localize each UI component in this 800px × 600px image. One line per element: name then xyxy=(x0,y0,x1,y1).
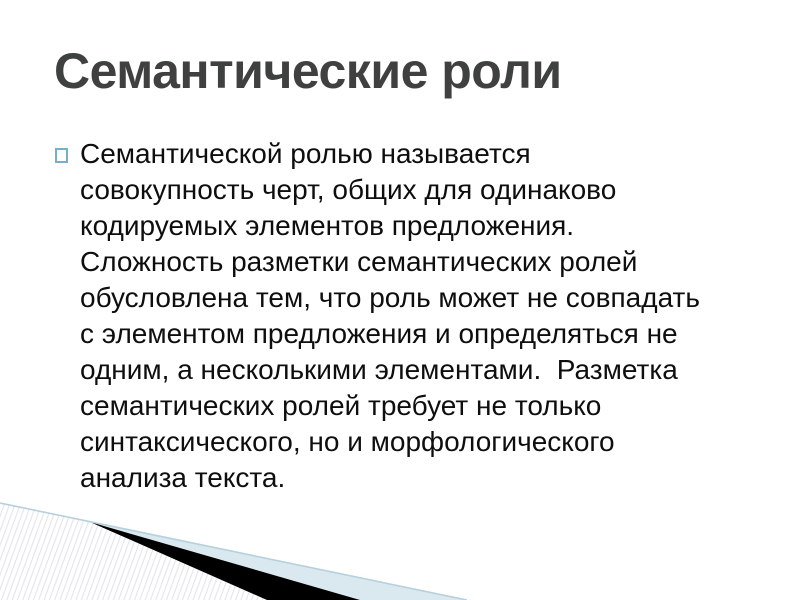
body-line: одним, а несколькими элементами. Разметка xyxy=(80,354,678,385)
slide-body-text xyxy=(80,136,780,496)
body-line: анализа текста. xyxy=(80,462,286,493)
body-line: Семантической ролью называется xyxy=(80,138,531,169)
bottom-left-ribbon-decoration xyxy=(0,500,800,600)
body-line: кодируемых элементов предложения. xyxy=(80,210,575,241)
body-line: семантических ролей требует не только xyxy=(80,390,602,421)
body-line: обусловлена тем, что роль может не совпадать xyxy=(80,282,700,313)
bullet-square-icon xyxy=(55,148,68,163)
body-line: синтаксического, но и морфологического xyxy=(80,426,615,457)
body-line: совокупность черт, общих для одинаково xyxy=(80,174,617,205)
body-line: Сложность разметки семантических ролей xyxy=(80,246,638,277)
body-line: с элементом предложения и определяться не xyxy=(80,318,678,349)
slide-title: Семантические роли xyxy=(54,43,562,99)
